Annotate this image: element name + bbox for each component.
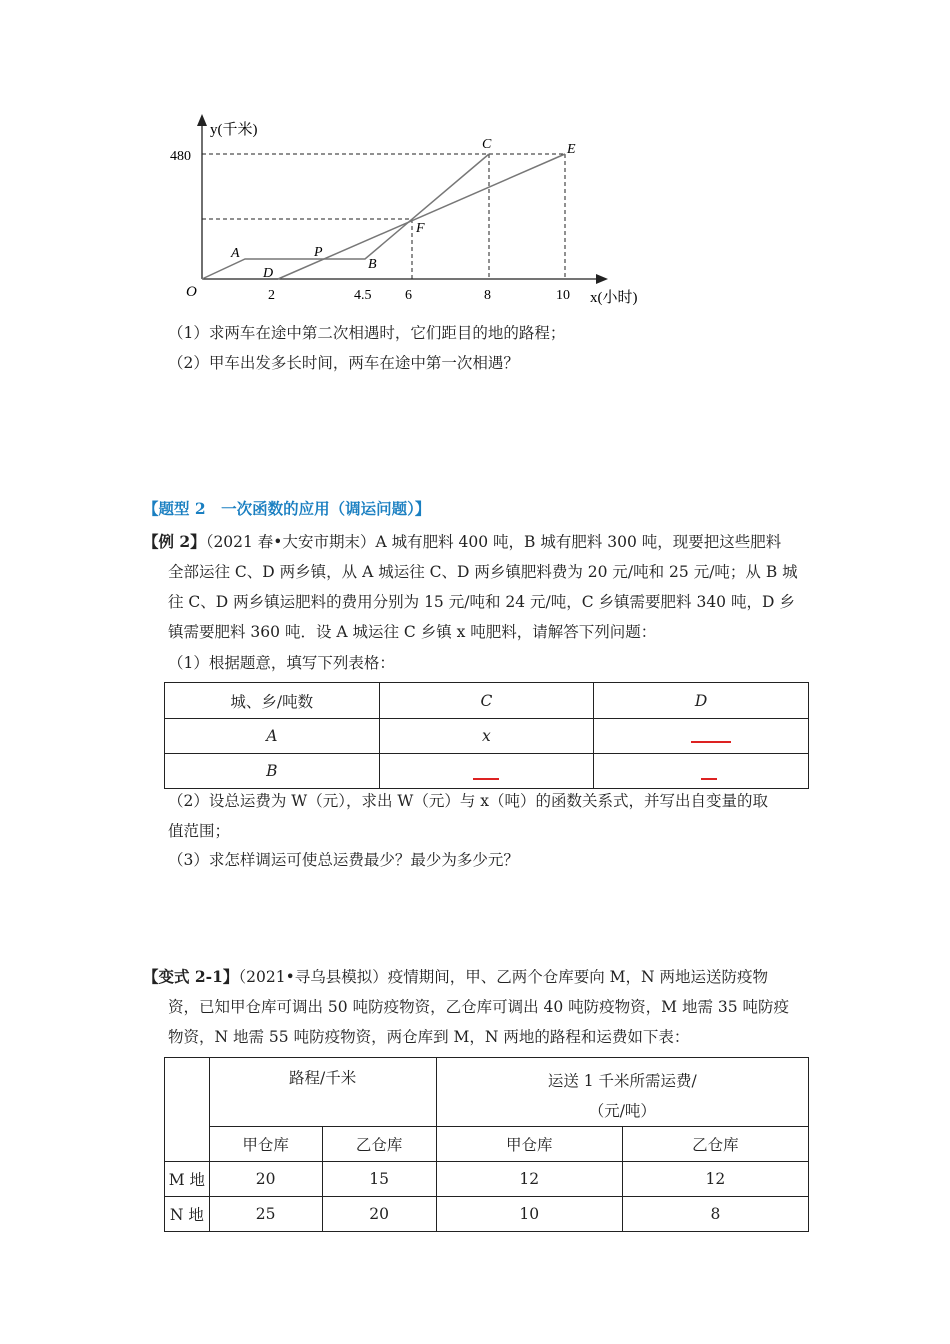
distance-time-graph <box>160 110 660 315</box>
line-oabc <box>202 154 489 279</box>
example2-sub2b: 值范围； <box>168 822 231 840</box>
group-cost-line2: （元/吨） <box>588 1102 656 1120</box>
example2-line3: 往 C、D 两乡镇运肥料的费用分别为 15 元/吨和 24 元/吨，C 乡镇需要肥料 340 吨，D 乡 <box>168 593 795 611</box>
section2-title: 【题型 2 一次函数的应用（调运问题）】 <box>143 499 431 518</box>
point-f: F <box>416 221 425 236</box>
group-cost-line1: 运送 1 千米所需运费/ <box>547 1072 697 1090</box>
variant21-text1: （2021•寻乌县模拟）疫情期间，甲、乙两个仓库要向 M，N 两地运送防疫物 <box>238 968 769 986</box>
example2-line4: 镇需要肥料 360 吨．设 A 城运往 C 乡镇 x 吨肥料，请解答下列问题： <box>168 623 657 641</box>
x-tick-4.5: 4.5 <box>354 288 372 303</box>
example2-text1: （2021 春•大安市期末）A 城有肥料 400 吨，B 城有肥料 300 吨，现要把这些肥料 <box>205 533 782 551</box>
subheader-cost-yi: 乙仓库 <box>622 1127 808 1162</box>
group-distance: 路程/千米 <box>209 1058 436 1127</box>
variant21-table <box>164 1057 809 1232</box>
x-axis-label: x(小时) <box>590 290 638 306</box>
table-row-a-c: x <box>379 719 594 754</box>
row-m-cost-yi: 12 <box>622 1162 808 1197</box>
example2-line2: 全部运往 C、D 两乡镇，从 A 城运往 C、D 两乡镇肥料费为 20 元/吨和 25 元/吨；从 B 城 <box>168 563 798 581</box>
row-m-distance-yi: 15 <box>322 1162 436 1197</box>
q1-sub1: （1）求两车在途中第二次相遇时，它们距目的地的路程； <box>168 324 566 342</box>
q1-sub2: （2）甲车出发多长时间，两车在途中第一次相遇？ <box>168 354 519 372</box>
line-de <box>278 154 565 279</box>
example2-table <box>164 682 809 789</box>
table-row-b-label: B <box>165 754 380 789</box>
example2-sub3: （3）求怎样调运可使总运费最少？最少为多少元？ <box>168 851 519 869</box>
example2-label: 【例 2】 <box>143 532 206 551</box>
row-n-cost-jia: 10 <box>436 1197 622 1232</box>
point-p: P <box>314 245 323 260</box>
origin-label: O <box>186 284 197 300</box>
table-header-d: D <box>594 683 809 719</box>
example2-line1 <box>143 531 781 553</box>
x-tick-8: 8 <box>484 288 491 303</box>
variant21-line3: 物资，N 地需 55 吨防疫物资，两仓库到 M，N 两地的路程和运费如下表： <box>168 1028 690 1046</box>
x-tick-2: 2 <box>268 288 275 303</box>
x-tick-6: 6 <box>405 288 412 303</box>
group-cost <box>436 1058 808 1127</box>
subheader-cost-jia: 甲仓库 <box>436 1127 622 1162</box>
table-header-c: C <box>379 683 594 719</box>
row-n-distance-yi: 20 <box>322 1197 436 1232</box>
variant21-label: 【变式 2-1】 <box>143 967 239 986</box>
answer-blank <box>691 741 731 743</box>
row-m-distance-jia: 20 <box>209 1162 322 1197</box>
table-row-b-d-blank[interactable] <box>594 754 809 789</box>
table-row-a-d-blank[interactable] <box>594 719 809 754</box>
row-n-distance-jia: 25 <box>209 1197 322 1232</box>
point-d: D <box>263 266 274 281</box>
point-c: C <box>482 137 492 152</box>
subheader-distance-yi: 乙仓库 <box>322 1127 436 1162</box>
table-header-city: 城、乡/吨数 <box>165 683 380 719</box>
y-axis-label: y(千米) <box>210 122 258 138</box>
subheader-distance-jia: 甲仓库 <box>209 1127 322 1162</box>
table-row-b-c-blank[interactable] <box>379 754 594 789</box>
corner-cell <box>165 1058 210 1162</box>
y-axis-arrow <box>197 114 207 126</box>
point-e: E <box>567 142 576 157</box>
row-n-label: N 地 <box>165 1197 210 1232</box>
answer-blank <box>473 778 499 780</box>
example2-sub2a: （2）设总运费为 W（元），求出 W（元）与 x（吨）的函数关系式，并写出自变量的取 <box>168 792 768 810</box>
variant21-line2: 资，已知甲仓库可调出 50 吨防疫物资，乙仓库可调出 40 吨防疫物资，M 地需 35 吨防疫 <box>168 998 790 1016</box>
table-row-a-label: A <box>165 719 380 754</box>
point-a: A <box>231 246 240 261</box>
point-b: B <box>368 257 377 272</box>
x-tick-10: 10 <box>556 288 570 303</box>
variant21-line1 <box>143 966 768 988</box>
row-m-cost-jia: 12 <box>436 1162 622 1197</box>
y-tick-480: 480 <box>170 149 191 164</box>
example2-sub1: （1）根据题意，填写下列表格： <box>168 654 395 672</box>
answer-blank <box>701 778 717 780</box>
row-m-label: M 地 <box>165 1162 210 1197</box>
row-n-cost-yi: 8 <box>622 1197 808 1232</box>
x-axis-arrow <box>596 274 608 284</box>
